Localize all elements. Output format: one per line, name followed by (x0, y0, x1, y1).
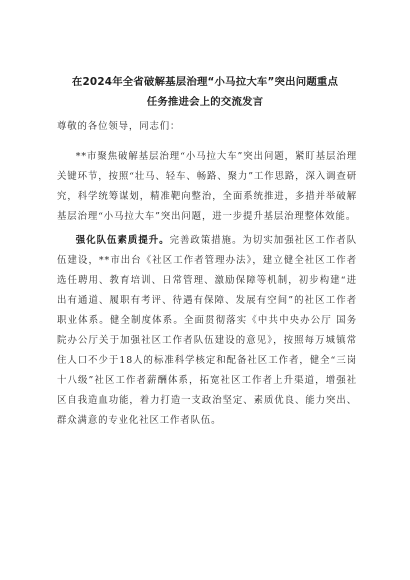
greeting: 尊敬的各位领导，同志们： (57, 121, 181, 132)
paragraph-1: **市聚焦破解基层治理“小马拉大车”突出问题，紧盯基层治理关键环节，按照“壮马、轻车、畅路、聚力”工作思路，深入调查研究，科学统筹谋划，精准靶向整治，全面系统推进，多措并举破解基层治理“小马拉大车”突出问题，进一步提升基层治理整体效能。 (57, 151, 357, 222)
paragraph-2-heading: 强化队伍素质提升。 (75, 235, 170, 246)
paragraph-2-text: 为切实加强社区工作者队伍建设，**市出台《社区工作者管理办法》，建立健全社区工作者选任聘用、教育培训、日常管理、激励保障等机制，初步构建“进出有通道、履职有考评、待遇有保障、发展有空间”的社区工作者职业体系。健全制度体系。全面贯彻落实《中共中央办公厅 国务院办公厅关于加强社区工作者队伍建设的意见》，按照每万城镇常住人口不少于18人的标准科学核定和配备社区工作者，健全“三岗十八级”社区工作者薪酬体系，拓宽社区工作者上升渠道，增强社区自我造血功能，着力打造一支政治坚定、素质优良、能力突出、群众满意的专业化社区工作者队伍。 (57, 235, 357, 426)
document-body (57, 117, 357, 431)
paragraph-2-subheading: 完善政策措施。 (169, 235, 243, 246)
document-title (40, 72, 370, 112)
title-line-2: 任务推进会上的交流发言 (146, 96, 264, 108)
paragraph-2 (57, 231, 357, 431)
title-line-1: 在2024年全省破解基层治理“小马拉大车”突出问题重点 (71, 76, 339, 88)
